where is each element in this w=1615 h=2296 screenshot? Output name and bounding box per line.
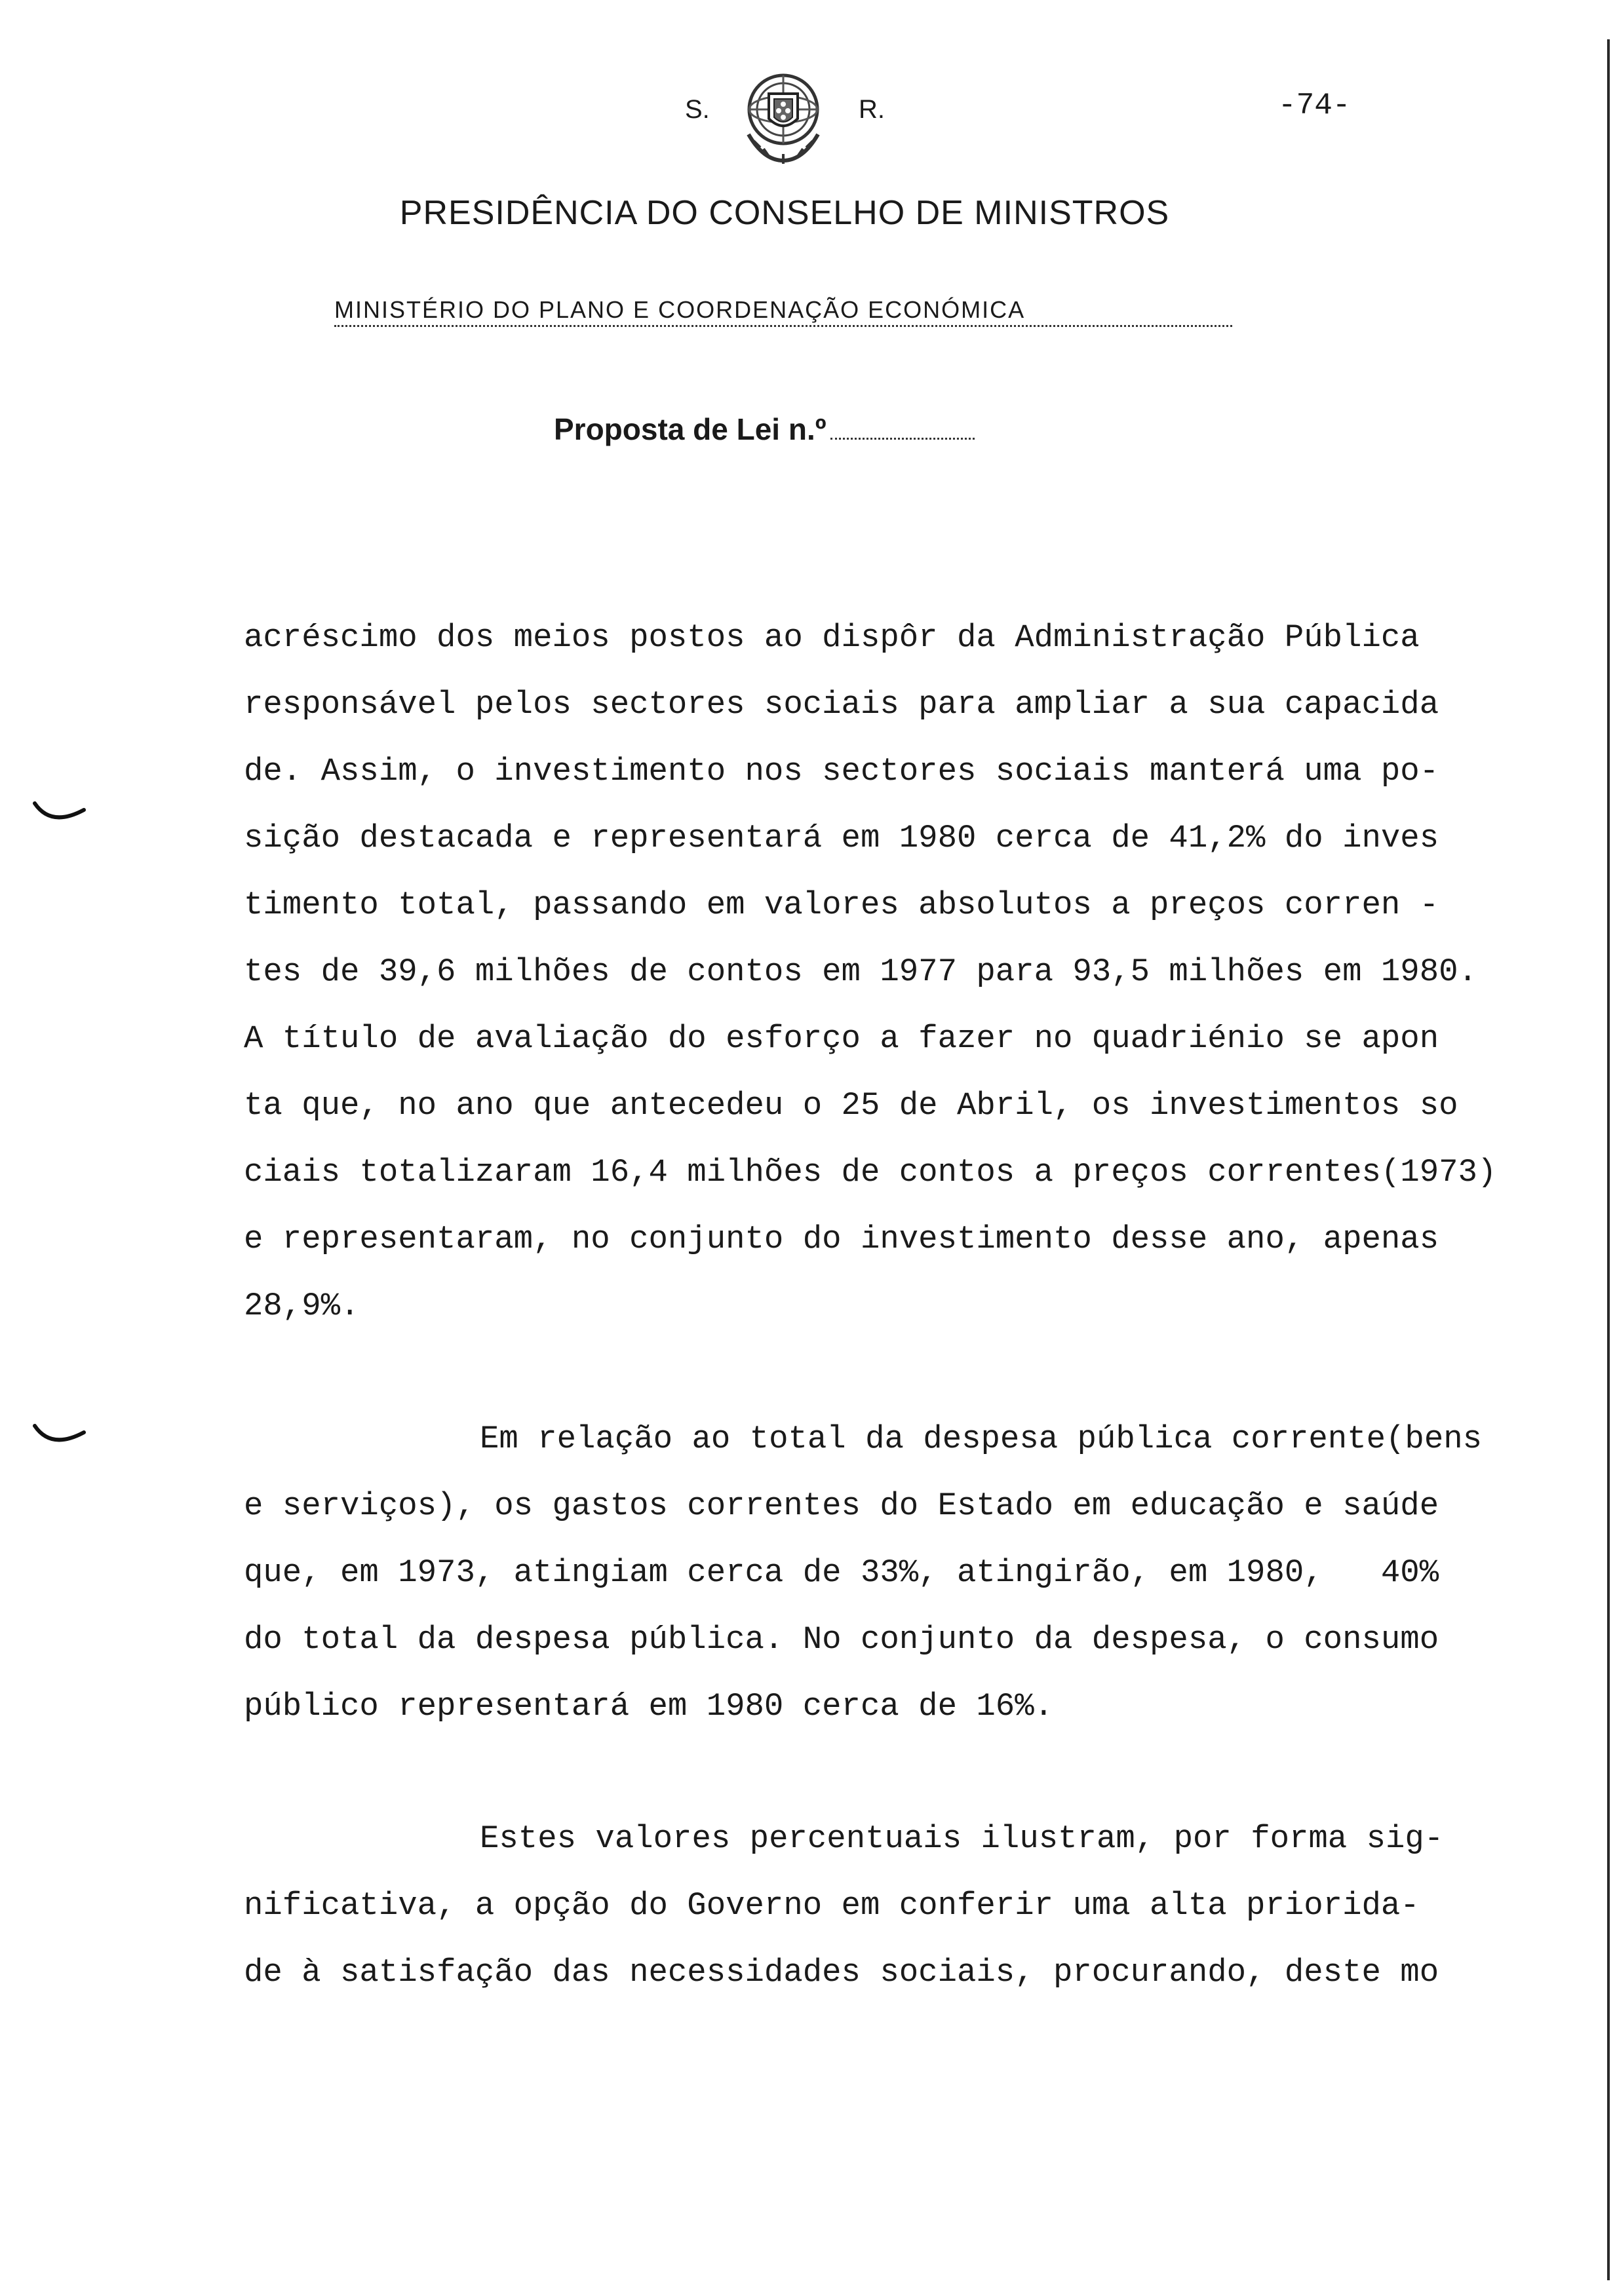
- ministry-heading: [334, 296, 1232, 327]
- text-line: acréscimo dos meios postos ao dispôr da Administração Pública: [244, 619, 1420, 656]
- text-line: público representará em 1980 cerca de 16%.: [244, 1688, 1054, 1725]
- sr-left-letter: S.: [685, 95, 710, 124]
- margin-hook-mark-icon: [31, 798, 90, 831]
- text-line: e representaram, no conjunto do investimento desse ano, apenas: [244, 1221, 1439, 1257]
- coat-of-arms-emblem-icon: [728, 62, 839, 174]
- text-line: timento total, passando em valores absolutos a preços corren -: [244, 887, 1439, 923]
- text-line: sição destacada e representará em 1980 cerca de 41,2% do inves: [244, 820, 1439, 856]
- page-edge-line: [1607, 39, 1610, 2280]
- text-line: ta que, no ano que antecedeu o 25 de Abril, os investimentos so: [244, 1087, 1458, 1124]
- text-line: que, em 1973, atingiam cerca de 33%, atingirão, em 1980, 40%: [244, 1554, 1439, 1591]
- text-line: de à satisfação das necessidades sociais, procurando, deste mo: [244, 1954, 1439, 1991]
- text-line: responsável pelos sectores sociais para ampliar a sua capacida: [244, 686, 1439, 723]
- presidency-heading: PRESIDÊNCIA DO CONSELHO DE MINISTROS: [399, 194, 1170, 232]
- proposal-label: Proposta de Lei n.º: [554, 412, 827, 446]
- proposal-number-blank: [830, 438, 975, 440]
- text-line: Estes valores percentuais ilustram, por forma sig-: [480, 1820, 1444, 1857]
- text-line: A título de avaliação do esforço a fazer no quadriénio se apon: [244, 1020, 1439, 1057]
- ministry-heading-text: MINISTÉRIO DO PLANO E COORDENAÇÃO ECONÓMICA: [334, 296, 1026, 323]
- text-line: e serviços), os gastos correntes do Estado em educação e saúde: [244, 1487, 1439, 1524]
- text-line: do total da despesa pública. No conjunto da despesa, o consumo: [244, 1621, 1439, 1658]
- text-line: 28,9%.: [244, 1288, 360, 1324]
- text-line: de. Assim, o investimento nos sectores sociais manterá uma po-: [244, 753, 1439, 790]
- sr-right-letter: R.: [859, 95, 885, 124]
- text-line: tes de 39,6 milhões de contos em 1977 para 93,5 milhões em 1980.: [244, 953, 1477, 990]
- margin-hook-mark-icon: [31, 1421, 90, 1453]
- text-line: Em relação ao total da despesa pública corrente(bens: [480, 1421, 1483, 1457]
- letterhead-seal-row: [0, 62, 1615, 174]
- text-line: ciais totalizaram 16,4 milhões de contos a preços correntes(1973): [244, 1154, 1497, 1191]
- page-number: -74-: [1278, 88, 1351, 123]
- text-line: nificativa, a opção do Governo em conferir uma alta priorida-: [244, 1887, 1420, 1924]
- proposal-line: [554, 411, 975, 447]
